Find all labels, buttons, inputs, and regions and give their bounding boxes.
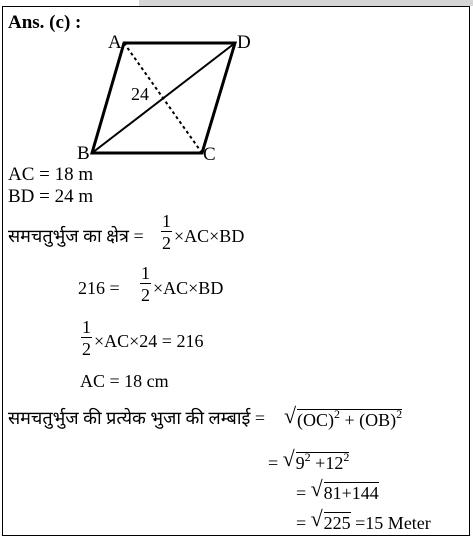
- fraction-denominator: 2: [141, 285, 150, 305]
- side-length-radical: √ (OC)$^2$ + (OB)$^2$: [284, 403, 403, 430]
- eq-216-lhs: 216 =: [78, 278, 120, 298]
- side-length-label: समचतुर्भुज की प्रत्येक भुजा की लम्बाई =: [8, 408, 265, 428]
- fraction-numerator: 1: [82, 317, 91, 337]
- ob-exponent: 2: [396, 407, 403, 421]
- equals-sign: =: [268, 453, 279, 473]
- eq-216-expression: ×AC×BD: [153, 278, 224, 298]
- ob-term: (OB): [359, 410, 397, 430]
- term-9: 9: [295, 453, 305, 473]
- equals-sign: =: [296, 483, 307, 503]
- ac-result: AC = 18 cm: [80, 371, 169, 391]
- answer-label: Ans. (c) :: [8, 12, 82, 33]
- step-1: = √ $9^2 +12^2$: [268, 446, 350, 473]
- term-12: 12: [325, 453, 344, 473]
- fraction-denominator: 2: [162, 233, 171, 253]
- eq-216-fraction: [140, 264, 151, 304]
- area-expression: ×AC×BD: [174, 226, 245, 246]
- eq-half-expression: ×AC×24 = 216: [94, 331, 204, 351]
- vertex-d-label: D: [237, 32, 251, 53]
- equals-sign: =: [296, 513, 307, 533]
- given-ac: AC = 18 m: [8, 164, 94, 185]
- radicand: 81+144: [323, 483, 379, 503]
- vertex-b-label: B: [77, 143, 90, 164]
- oc-exponent: 2: [334, 407, 340, 421]
- plus-sign: +: [310, 453, 326, 473]
- area-label: समचतुर्भुज का क्षेत्र =: [8, 226, 144, 246]
- eq-half-fraction: [81, 318, 92, 358]
- step-3: = √ 225 =15 Meter: [296, 506, 431, 533]
- radicand: 225: [323, 513, 351, 533]
- fraction-numerator: 1: [141, 263, 150, 283]
- diagonal-length-label: 24: [131, 84, 149, 104]
- given-bd: BD = 24 m: [8, 186, 94, 207]
- vertex-c-label: C: [203, 144, 216, 165]
- oc-term: (OC): [297, 410, 334, 430]
- exponent: 2: [343, 450, 350, 464]
- exponent: 2: [304, 450, 311, 464]
- area-fraction: [161, 212, 172, 252]
- fraction-denominator: 2: [82, 339, 91, 359]
- vertex-a-label: A: [108, 32, 122, 53]
- final-result: =15 Meter: [350, 513, 431, 533]
- plus-sign: +: [340, 410, 360, 430]
- step-2: = √ 81+144: [296, 476, 379, 503]
- fraction-numerator: 1: [162, 211, 171, 231]
